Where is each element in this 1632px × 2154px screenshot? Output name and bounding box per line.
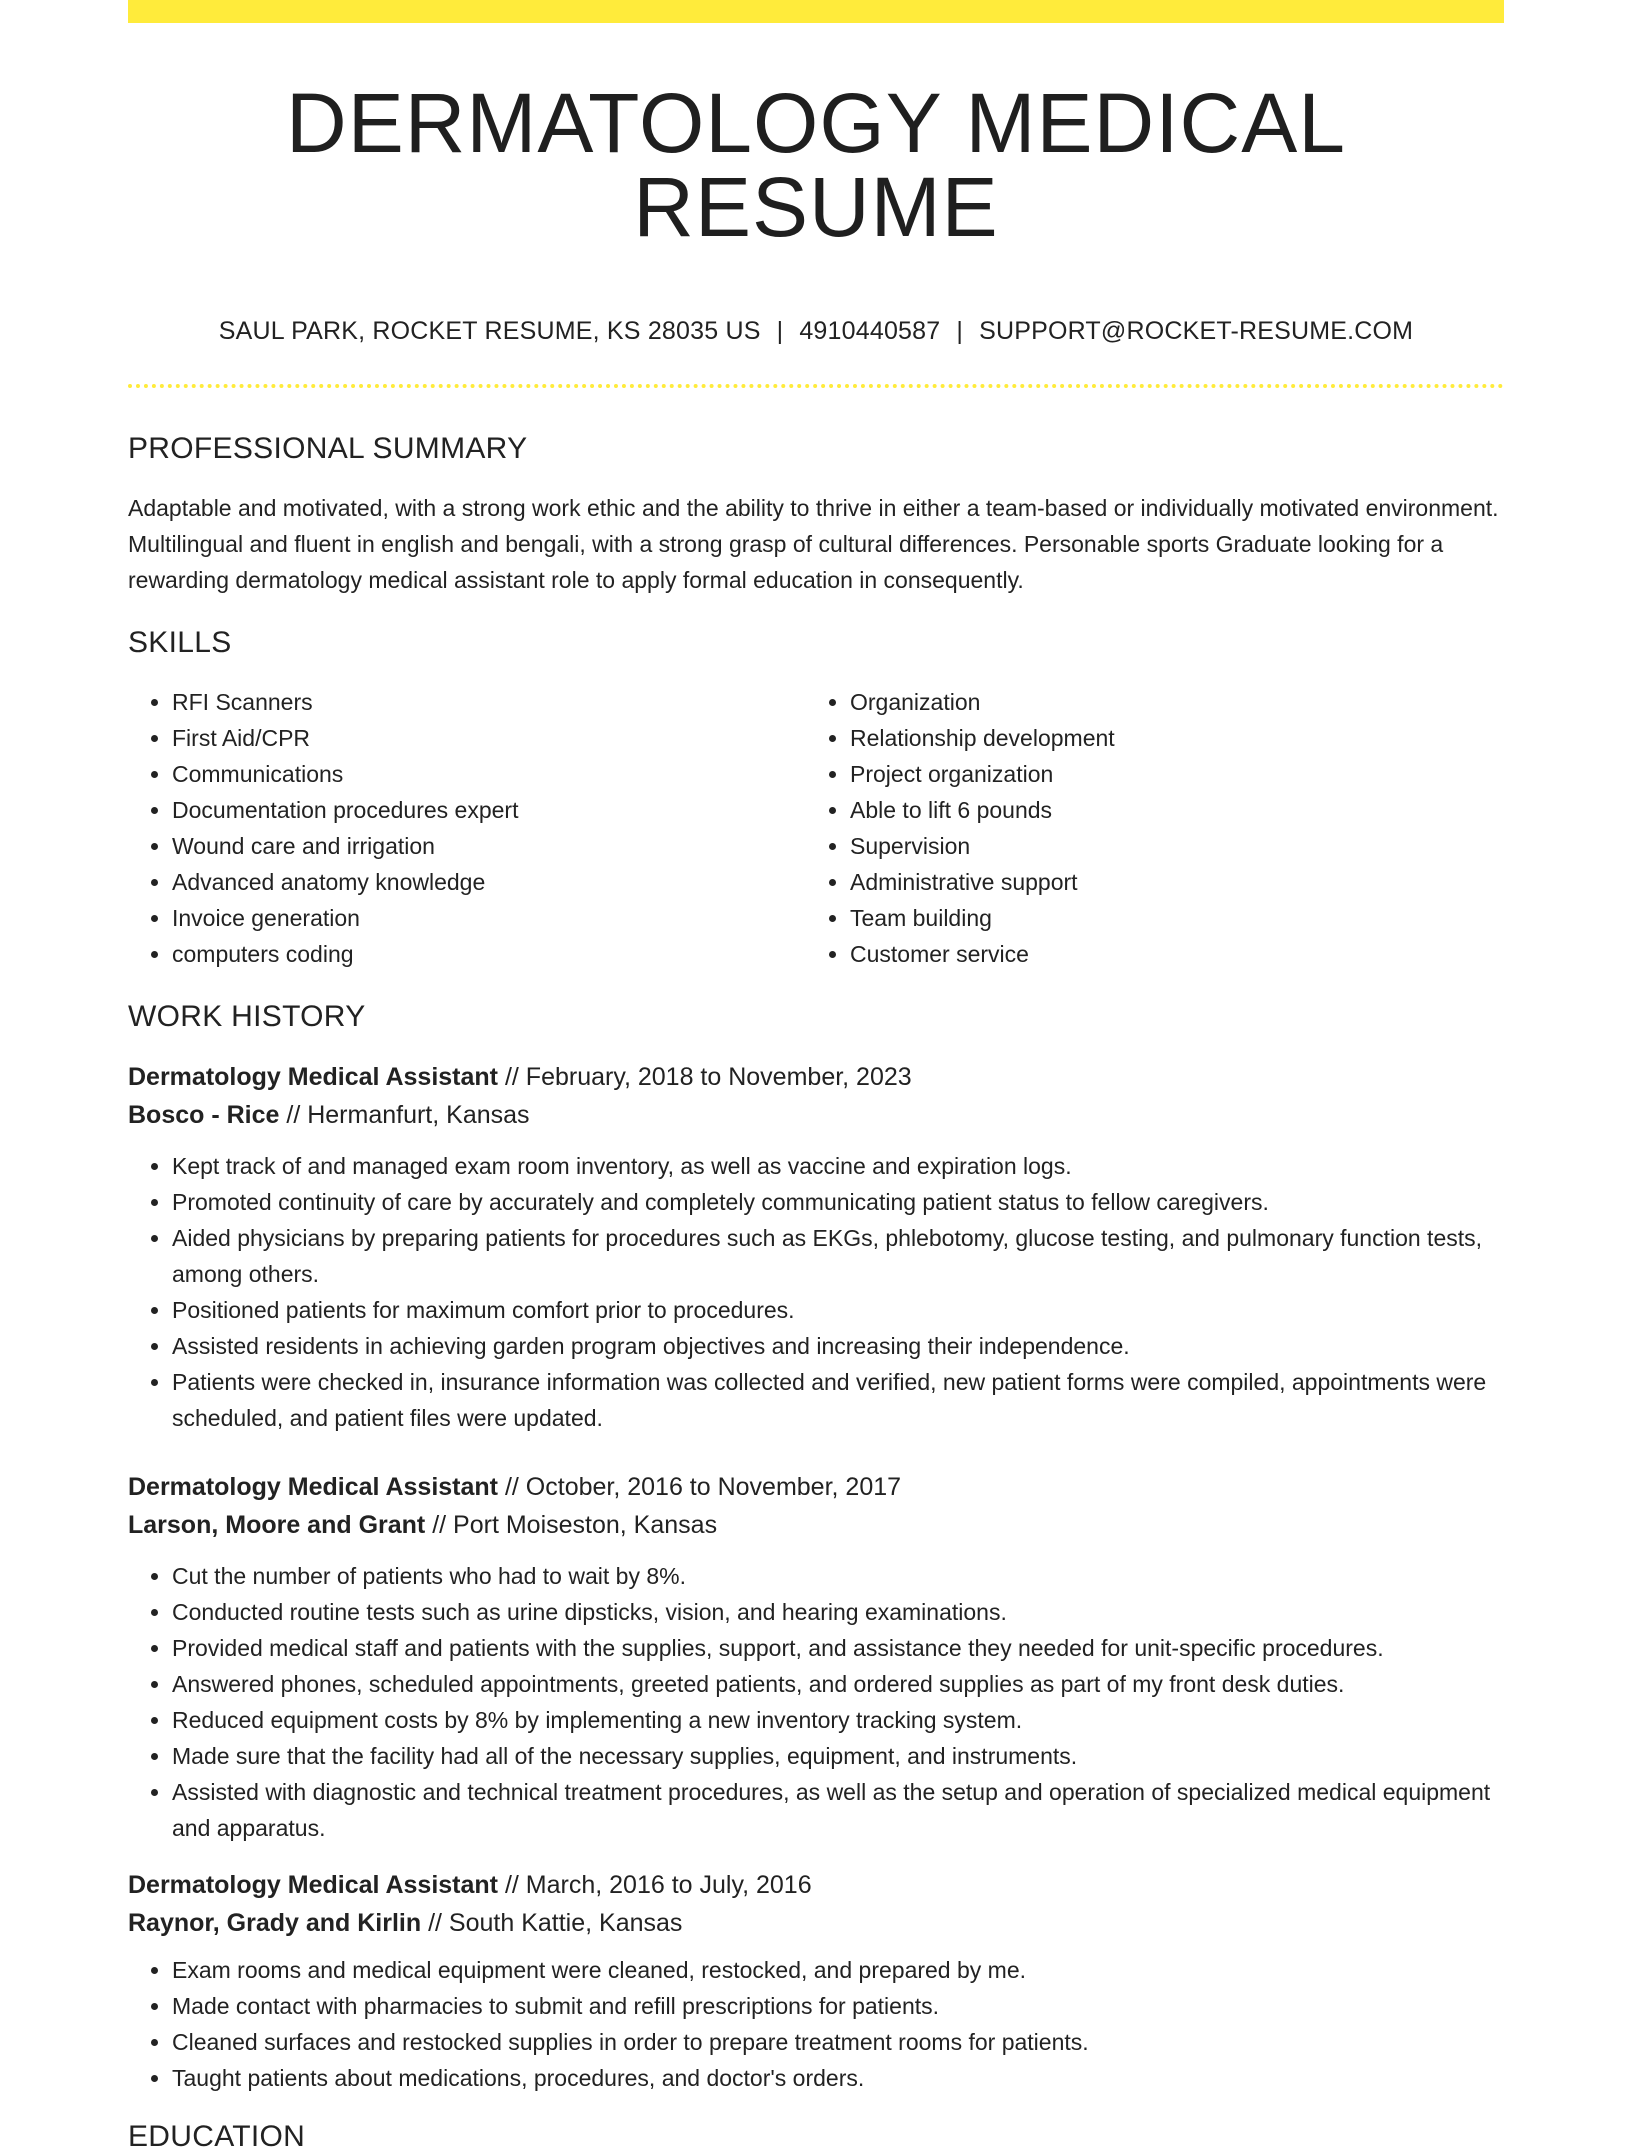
skill-item: • Documentation procedures expert bbox=[172, 792, 806, 828]
skills-heading: SKILLS bbox=[128, 626, 232, 659]
contact-phone: 4910440587 bbox=[799, 317, 941, 345]
job-title-line bbox=[128, 1468, 1504, 1506]
job-company-line bbox=[128, 1096, 1504, 1134]
skill-item: • Supervision bbox=[850, 828, 1484, 864]
skill-item: • Organization bbox=[850, 684, 1484, 720]
skill-item: • Able to lift 6 pounds bbox=[850, 792, 1484, 828]
job-duty: • Exam rooms and medical equipment were cleaned, restocked, and prepared by me. bbox=[172, 1952, 1504, 1988]
contact-line bbox=[128, 317, 1504, 346]
job-duty: • Assisted residents in achieving garden program objectives and increasing their independence. bbox=[172, 1328, 1504, 1364]
job-duty: • Cleaned surfaces and restocked supplies in order to prepare treatment rooms for patients. bbox=[172, 2024, 1504, 2060]
job-title-line bbox=[128, 1866, 1504, 1904]
skills-list-right bbox=[806, 684, 1484, 972]
education-heading: EDUCATION bbox=[128, 2120, 306, 2153]
job-duty: • Kept track of and managed exam room inventory, as well as vaccine and expiration logs. bbox=[172, 1148, 1504, 1184]
job-duty: • Conducted routine tests such as urine dipsticks, vision, and hearing examinations. bbox=[172, 1594, 1504, 1630]
job-location: // South Kattie, Kansas bbox=[421, 1909, 683, 1937]
skill-item: • Project organization bbox=[850, 756, 1484, 792]
job-duty: • Positioned patients for maximum comfort prior to procedures. bbox=[172, 1292, 1504, 1328]
dotted-divider bbox=[128, 384, 1504, 388]
resume-page bbox=[128, 0, 1504, 2154]
skills-grid bbox=[128, 684, 1504, 972]
summary-text: Adaptable and motivated, with a strong work ethic and the ability to thrive in either a team-based or individually motivated environment. Multilingual and fluent in english and bengali, with a strong grasp of cultural differences. Personable sports Graduate looking for a rewarding dermatology medical assistant role to apply formal education in consequently. bbox=[128, 495, 1499, 593]
job-duties-list bbox=[128, 1952, 1504, 2096]
resume-title: DERMATOLOGY MEDICAL RESUME bbox=[286, 76, 1346, 254]
job-entry bbox=[128, 1866, 1504, 2096]
job-company-line bbox=[128, 1506, 1504, 1544]
job-duty: • Made sure that the facility had all of the necessary supplies, equipment, and instruments. bbox=[172, 1738, 1504, 1774]
job-entry bbox=[128, 1468, 1504, 1846]
job-company-line bbox=[128, 1904, 1504, 1942]
job-duty: • Cut the number of patients who had to wait by 8%. bbox=[172, 1558, 1504, 1594]
contact-email: SUPPORT@ROCKET-RESUME.COM bbox=[979, 317, 1414, 345]
job-title-line bbox=[128, 1058, 1504, 1096]
skill-item: • Administrative support bbox=[850, 864, 1484, 900]
job-company: Raynor, Grady and Kirlin bbox=[128, 1909, 422, 1937]
job-location: // Hermanfurt, Kansas bbox=[279, 1101, 530, 1129]
skill-item: • RFI Scanners bbox=[172, 684, 806, 720]
contact-address: SAUL PARK, ROCKET RESUME, KS 28035 US bbox=[218, 317, 761, 345]
skill-item: • Team building bbox=[850, 900, 1484, 936]
job-entry bbox=[128, 1058, 1504, 1436]
job-duty: • Taught patients about medications, procedures, and doctor's orders. bbox=[172, 2060, 1504, 2096]
job-duty: • Reduced equipment costs by 8% by implementing a new inventory tracking system. bbox=[172, 1702, 1504, 1738]
skill-item: • Wound care and irrigation bbox=[172, 828, 806, 864]
job-duty: • Made contact with pharmacies to submit and refill prescriptions for patients. bbox=[172, 1988, 1504, 2024]
job-title: Dermatology Medical Assistant bbox=[128, 1473, 499, 1501]
job-duty: • Answered phones, scheduled appointments, greeted patients, and ordered supplies as part of my front desk duties. bbox=[172, 1666, 1504, 1702]
skill-item: • Advanced anatomy knowledge bbox=[172, 864, 806, 900]
skills-list-left bbox=[128, 684, 806, 972]
skill-item: • Relationship development bbox=[850, 720, 1484, 756]
accent-top-bar bbox=[128, 0, 1504, 23]
job-duties-list bbox=[128, 1558, 1504, 1846]
job-title: Dermatology Medical Assistant bbox=[128, 1063, 499, 1091]
summary-heading: PROFESSIONAL SUMMARY bbox=[128, 432, 528, 465]
job-dates: // October, 2016 to November, 2017 bbox=[498, 1473, 902, 1501]
job-dates: // February, 2018 to November, 2023 bbox=[498, 1063, 912, 1091]
skill-item: • Communications bbox=[172, 756, 806, 792]
work-history-heading: WORK HISTORY bbox=[128, 1000, 366, 1033]
job-company: Larson, Moore and Grant bbox=[128, 1511, 426, 1539]
job-dates: // March, 2016 to July, 2016 bbox=[498, 1871, 812, 1899]
job-title: Dermatology Medical Assistant bbox=[128, 1871, 499, 1899]
skill-item: • computers coding bbox=[172, 936, 806, 972]
job-company: Bosco - Rice bbox=[128, 1101, 280, 1129]
skill-item: • Invoice generation bbox=[172, 900, 806, 936]
job-duty: • Patients were checked in, insurance information was collected and verified, new patient forms were compiled, appointments were scheduled, and patient files were updated. bbox=[172, 1364, 1504, 1436]
job-duty: • Assisted with diagnostic and technical treatment procedures, as well as the setup and operation of specialized medical equipment and apparatus. bbox=[172, 1774, 1504, 1846]
job-duty: • Provided medical staff and patients with the supplies, support, and assistance they needed for unit-specific procedures. bbox=[172, 1630, 1504, 1666]
job-duty: • Promoted continuity of care by accurately and completely communicating patient status to fellow caregivers. bbox=[172, 1184, 1504, 1220]
job-duties-list bbox=[128, 1148, 1504, 1436]
contact-separator: | bbox=[776, 317, 784, 345]
job-location: // Port Moiseston, Kansas bbox=[425, 1511, 718, 1539]
skill-item: • First Aid/CPR bbox=[172, 720, 806, 756]
skill-item: • Customer service bbox=[850, 936, 1484, 972]
contact-separator: | bbox=[956, 317, 964, 345]
job-duty: • Aided physicians by preparing patients for procedures such as EKGs, phlebotomy, glucose testing, and pulmonary function tests, among others. bbox=[172, 1220, 1504, 1292]
